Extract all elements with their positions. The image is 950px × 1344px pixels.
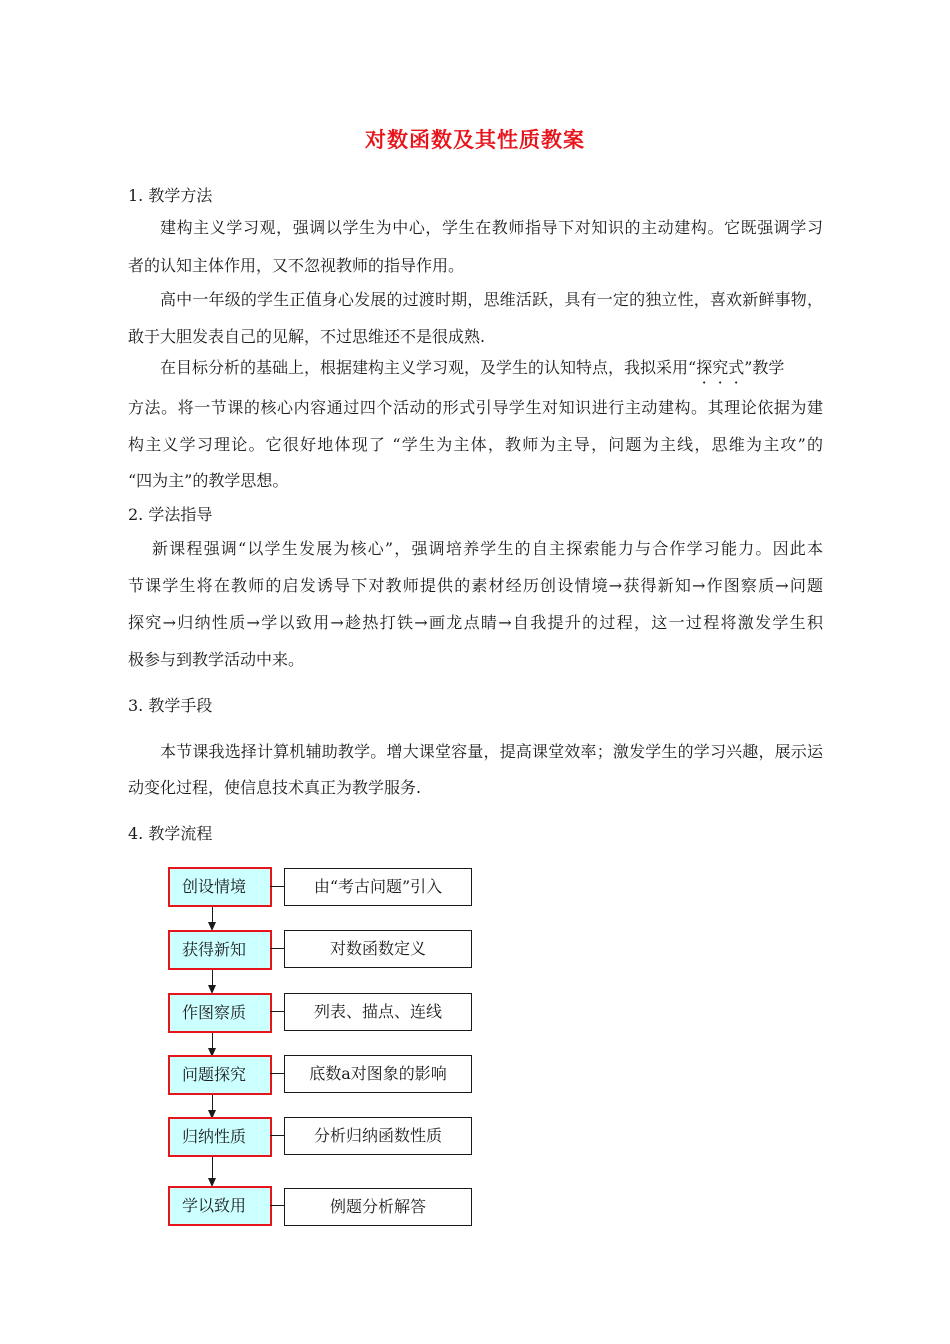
section-1-heading: 1. 教学方法 xyxy=(128,186,213,205)
s2-p1-line-1: 新课程强调“以学生发展为核心”，强调培养学生的自主探索能力与合作学习能力。因此本 xyxy=(152,539,823,558)
emphasis-char-3: 式 xyxy=(728,358,745,377)
flow-connector-3 xyxy=(270,1011,285,1012)
s1-p2-line-1: 高中一年级的学生正值身心发展的过渡时期，思维活跃，具有一定的独立性，喜欢新鲜事物， xyxy=(160,290,823,309)
flow-connector-5 xyxy=(270,1135,285,1136)
flow-step-4: 问题探究 xyxy=(168,1055,272,1095)
s1-p3-pre: 在目标分析的基础上，根据建构主义学习观，及学生的认知特点，我拟采用“ xyxy=(160,358,697,377)
flow-connector-2 xyxy=(270,948,285,949)
flow-desc-2: 对数函数定义 xyxy=(284,930,472,968)
flow-step-2: 获得新知 xyxy=(168,930,272,970)
flow-connector-4 xyxy=(270,1073,285,1074)
flow-desc-3: 列表、描点、连线 xyxy=(284,993,472,1031)
page-title: 对数函数及其性质教案 xyxy=(365,127,585,152)
flow-desc-4: 底数a对图象的影响 xyxy=(284,1055,472,1093)
flow-desc-6: 例题分析解答 xyxy=(284,1188,472,1226)
flow-arrow-line-5 xyxy=(212,1157,213,1180)
section-2-heading: 2. 学法指导 xyxy=(128,505,213,524)
flow-step-1: 创设情境 xyxy=(168,867,272,907)
s3-p1-line-2: 动变化过程，使信息技术真正为教学服务. xyxy=(128,778,422,797)
s1-p1-line-2: 者的认知主体作用，又不忽视教师的指导作用。 xyxy=(128,256,465,275)
s2-p1-line-2: 节课学生将在教师的启发诱导下对教师提供的素材经历创设情境→获得新知→作图察质→问题 xyxy=(128,576,823,595)
flow-step-6: 学以致用 xyxy=(168,1186,272,1226)
flow-connector-6 xyxy=(270,1205,285,1206)
s1-p2-line-2: 敢于大胆发表自己的见解，不过思维还不是很成熟. xyxy=(128,327,486,346)
s3-p1-line-1: 本节课我选择计算机辅助教学。增大课堂容量，提高课堂效率；激发学生的学习兴趣，展示运 xyxy=(160,742,823,761)
section-4-heading: 4. 教学流程 xyxy=(128,824,213,843)
emphasis-char-2: 究 xyxy=(712,358,729,377)
s2-p1-line-4: 极参与到教学活动中来。 xyxy=(128,650,305,669)
s1-p3-line-1 xyxy=(160,358,784,378)
section-3-heading: 3. 教学手段 xyxy=(128,696,213,715)
s2-p1-line-3: 探究→归纳性质→学以致用→趁热打铁→画龙点睛→自我提升的过程，这一过程将激发学生积 xyxy=(128,613,823,632)
s1-p3-line-3: 构主义学习理论。它很好地体现了 “学生为主体，教师为主导，问题为主线，思维为主攻”的 xyxy=(128,435,823,454)
s1-p1-line-1: 建构主义学习观，强调以学生为中心，学生在教师指导下对知识的主动建构。它既强调学习 xyxy=(160,218,823,237)
s1-p3-line-2: 方法。将一节课的核心内容通过四个活动的形式引导学生对知识进行主动建构。其理论依据为建 xyxy=(128,398,823,417)
emphasis-char-1: 探 xyxy=(696,358,713,377)
s1-p3-post: ”教学 xyxy=(744,358,785,377)
flow-step-3: 作图察质 xyxy=(168,993,272,1033)
flow-desc-5: 分析归纳函数性质 xyxy=(284,1117,472,1155)
flow-connector-1 xyxy=(270,886,285,887)
flow-step-5: 归纳性质 xyxy=(168,1117,272,1157)
flow-desc-1: 由“考古问题”引入 xyxy=(284,868,472,906)
s1-p3-line-4: “四为主”的教学思想。 xyxy=(128,471,289,490)
